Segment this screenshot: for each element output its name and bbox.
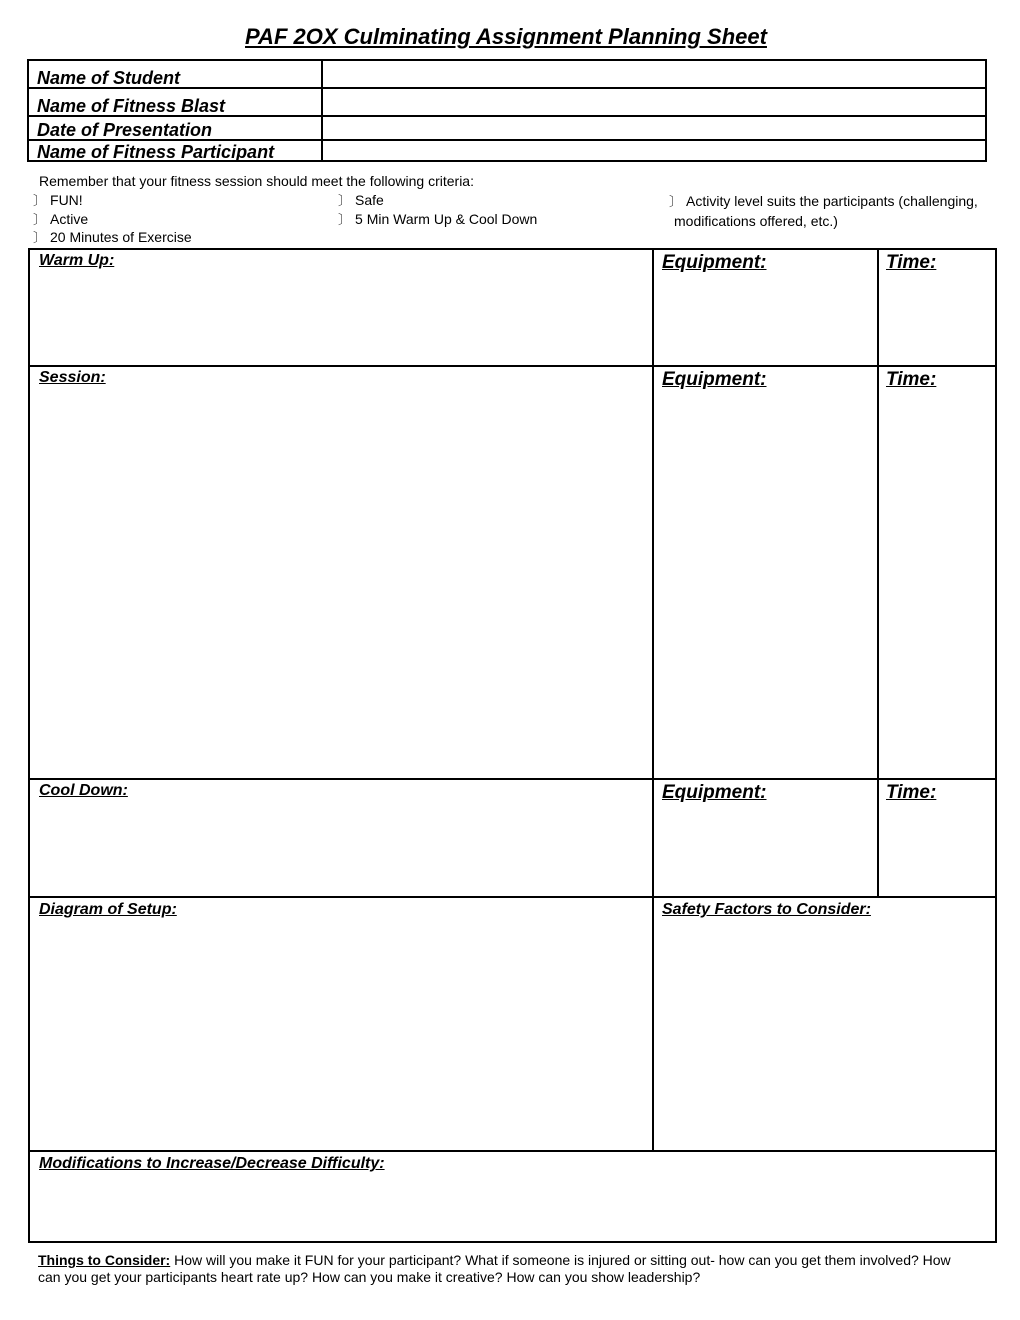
field-row-date — [29, 117, 985, 140]
row-divider — [30, 778, 995, 780]
warm-up-time-heading: Time: — [886, 252, 937, 273]
diagram-heading: Diagram of Setup: — [39, 901, 177, 918]
safety-heading: Safety Factors to Consider: — [662, 901, 871, 918]
presentation-date-field[interactable] — [329, 120, 979, 140]
row-divider — [30, 365, 995, 367]
criteria-intro: Remember that your fitness session should meet the following criteria: — [39, 173, 474, 189]
field-label: Name of Fitness Blast — [37, 96, 226, 116]
checkbox-bullet-icon: 〕 — [33, 193, 47, 208]
field-row-student — [29, 61, 985, 88]
field-label: Date of Presentation — [37, 120, 213, 140]
field-row-fitness-blast — [29, 89, 985, 116]
criteria-item: 〕 FUN! — [33, 192, 83, 208]
criteria-item: 〕 5 Min Warm Up & Cool Down — [338, 211, 538, 227]
warm-up-heading: Warm Up: — [39, 252, 115, 269]
column-divider — [652, 250, 654, 1150]
criteria-item-continued: modifications offered, etc.) — [674, 213, 838, 229]
field-label: Name of Student — [37, 68, 181, 88]
modifications-heading: Modifications to Increase/Decrease Difficulty: — [39, 1155, 385, 1172]
checkbox-bullet-icon: 〕 — [669, 194, 683, 209]
fitness-blast-field[interactable] — [329, 92, 979, 116]
things-to-consider-label: Things to Consider: — [38, 1252, 171, 1268]
things-to-consider — [38, 1252, 968, 1286]
cool-down-heading: Cool Down: — [39, 782, 128, 799]
page-title: PAF 2OX Culminating Assignment Planning Sheet — [245, 24, 767, 49]
criteria-item: 〕 20 Minutes of Exercise — [33, 229, 192, 245]
criteria-item: 〕 Active — [33, 211, 89, 227]
criteria-item: 〕 Activity level suits the participants (challenging, — [669, 193, 978, 209]
things-to-consider-text: How will you make it FUN for your participant? What if someone is injured or sitting out- how can you get them involved? How can you get your participants heart rate up? How can you make it creative? How can you show leadership? — [38, 1252, 951, 1285]
checkbox-bullet-icon: 〕 — [338, 193, 352, 208]
planning-grid — [28, 248, 997, 1243]
checkbox-bullet-icon: 〕 — [33, 230, 47, 245]
cool-down-time-heading: Time: — [886, 782, 937, 803]
participant-name-field[interactable] — [329, 143, 979, 162]
field-label: Name of Fitness Participant — [37, 142, 275, 162]
session-time-heading: Time: — [886, 369, 937, 390]
checkbox-bullet-icon: 〕 — [33, 212, 47, 227]
row-divider — [30, 896, 995, 898]
cool-down-equipment-heading: Equipment: — [662, 782, 767, 803]
student-info-table — [27, 59, 987, 162]
column-divider — [877, 250, 879, 896]
student-name-field[interactable] — [329, 64, 979, 88]
checkbox-bullet-icon: 〕 — [338, 212, 352, 227]
criteria-item: 〕 Safe — [338, 192, 384, 208]
row-divider — [30, 1150, 995, 1152]
session-equipment-heading: Equipment: — [662, 369, 767, 390]
session-heading: Session: — [39, 369, 106, 386]
field-row-participant — [29, 141, 985, 162]
warm-up-equipment-heading: Equipment: — [662, 252, 767, 273]
